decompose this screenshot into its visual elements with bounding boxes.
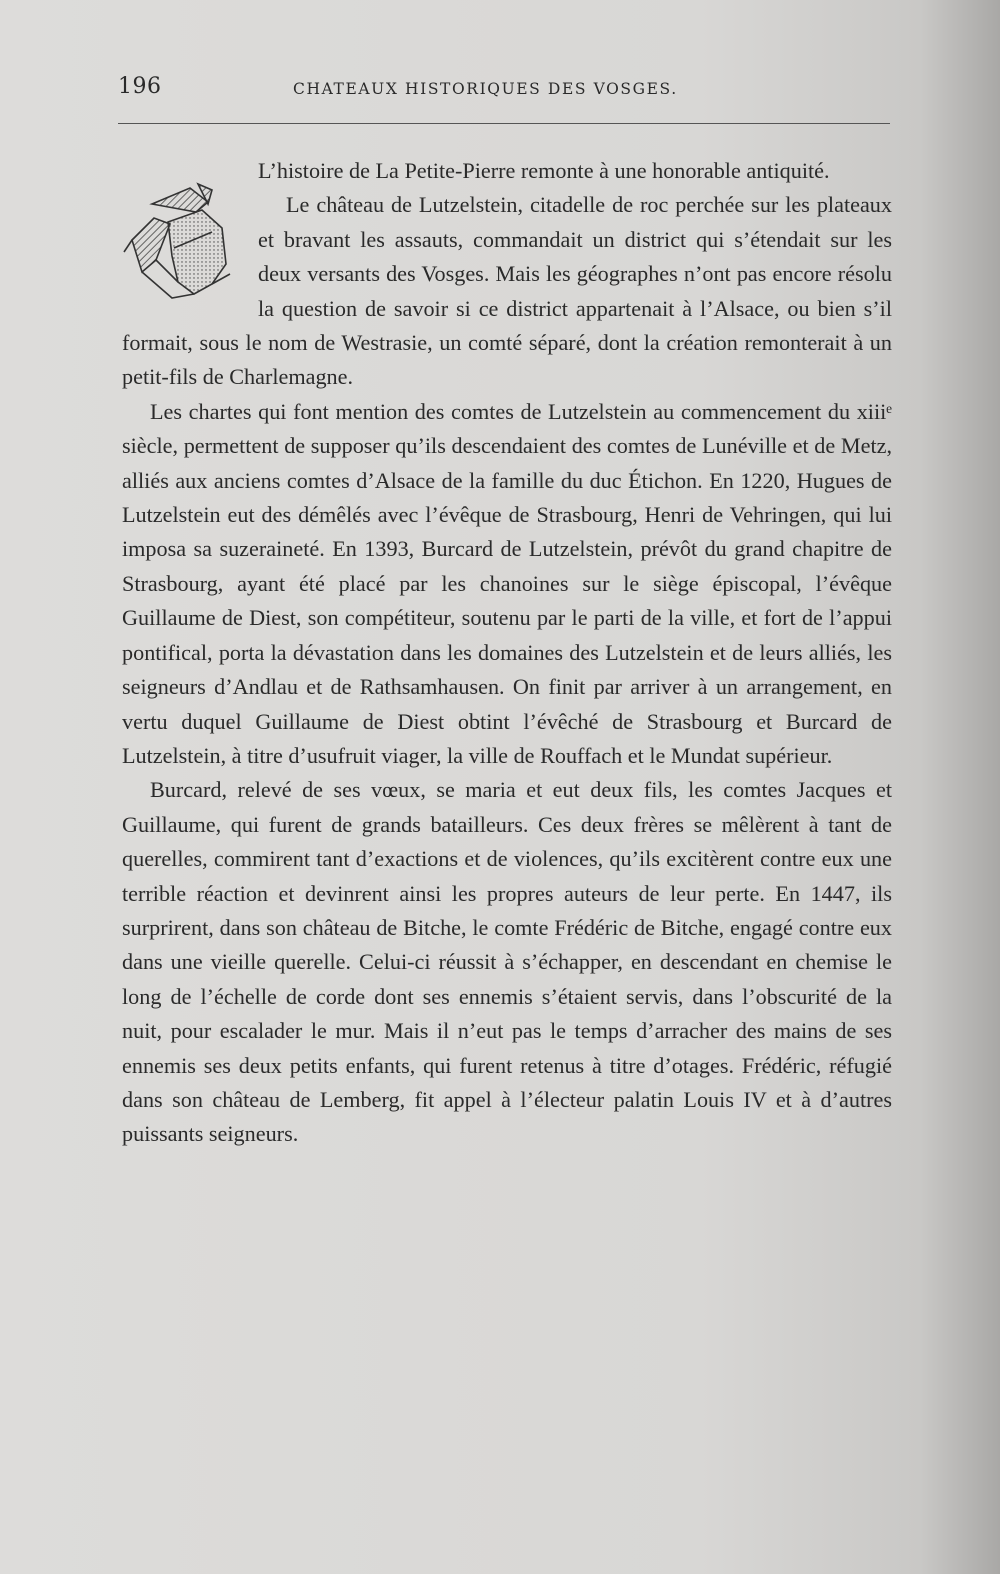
page-number: 196: [118, 74, 162, 99]
paragraph-2: Le château de Lutzelstein, citadelle de roc perchée sur les plateaux et bravant les assauts, commandait un district qui s’étendait sur les deux versants des Vosges. Mais les géographes n’ont pas encore résolu la question de savoir si ce district appartenait à l’Alsace, ou bien s’il formait, sous le nom de Westrasie, un comté séparé, dont la création remonterait à un petit-fils de Charlemagne.: [122, 192, 892, 390]
paragraph-1: L’histoire de La Petite-Pierre remonte à une honorable antiquité.: [258, 158, 830, 183]
paragraph-4: Burcard, relevé de ses vœux, se maria et eut deux fils, les comtes Jacques et Guillaume, qui furent de grands batailleurs. Ces deux frères se mêlèrent à tant de querelles, commirent tant d’exactions et de violences, qu’ils excitèrent contre eux une terrible réaction et devinrent ainsi les propres auteurs de leur perte. En 1447, ils surprirent, dans son château de Bitche, le comte Frédéric de Bitche, engagé contre eux dans une vieille querelle. Celui-ci réussit à s’échapper, en descendant en chemise le long de l’échelle de corde dont ses ennemis s’étaient servis, dans l’obscurité de la nuit, pour escalader le mur. Mais il n’eut pas le temps d’arracher des mains de ses ennemis ses deux petits enfants, qui furent retenus à titre d’otages. Frédéric, réfugié dans son château de Lemberg, fit appel à l’électeur palatin Louis IV et à d’autres puissants seigneurs.: [122, 777, 892, 1147]
body-text: [122, 154, 892, 1152]
header-rule: [118, 123, 890, 124]
heraldic-shield-ornament-icon: [112, 168, 244, 318]
running-header: [118, 74, 890, 108]
paragraph-3: Les chartes qui font mention des comtes de Lutzelstein au commencement du xiiiᵉ siècle, permettent de supposer qu’ils descendaient des comtes de Lunéville et de Metz, alliés aux anciens comtes d’Alsace de la famille du duc Étichon. En 1220, Hugues de Lutzelstein eut des démêlés avec l’évêque de Strasbourg, Henri de Vehringen, qui lui imposa sa suzeraineté. En 1393, Burcard de Lutzelstein, prévôt du grand chapitre de Strasbourg, ayant été placé par les chanoines sur le siège épiscopal, l’évêque Guillaume de Diest, son compétiteur, soutenu par le parti de la ville, et fort de l’appui pontifical, porta la dévastation dans les domaines des Lutzelstein et de leurs alliés, les seigneurs d’Andlau et de Rathsamhausen. On finit par arriver à un arrangement, en vertu duquel Guillaume de Diest obtint l’évêché de Strasbourg et Burcard de Lutzelstein, à titre d’usufruit viager, la ville de Rouffach et le Mundat supérieur.: [122, 398, 892, 768]
running-title: CHATEAUX HISTORIQUES DES VOSGES.: [293, 80, 678, 98]
